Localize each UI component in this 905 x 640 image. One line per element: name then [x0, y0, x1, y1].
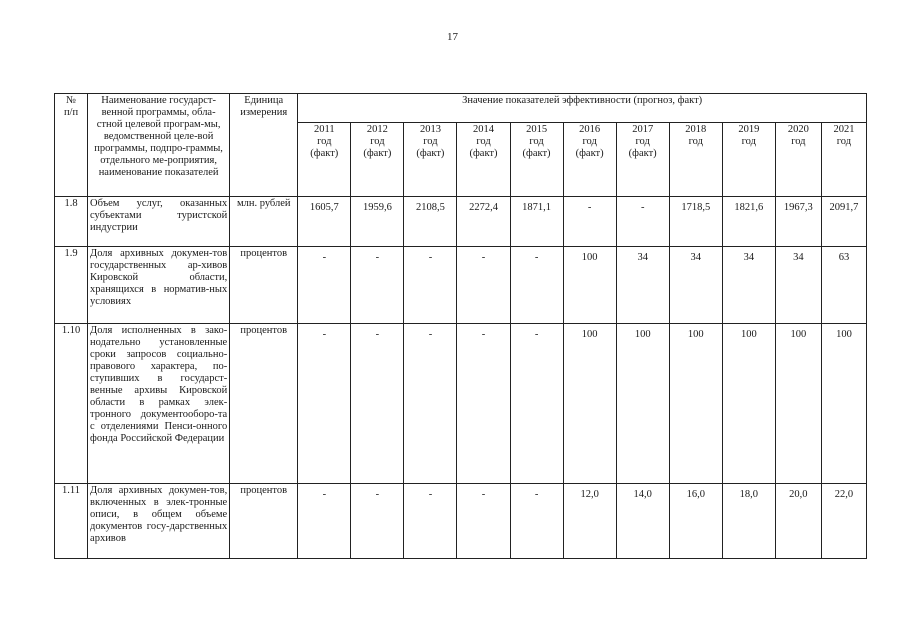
row-value: - [457, 247, 510, 324]
row-unit: млн. рублей [230, 197, 298, 247]
row-value: 18,0 [722, 484, 775, 559]
row-value: - [563, 197, 616, 247]
row-value: 2091,7 [821, 197, 866, 247]
row-value: - [404, 484, 457, 559]
row-value: 2108,5 [404, 197, 457, 247]
row-value: 14,0 [616, 484, 669, 559]
row-value: - [298, 484, 351, 559]
row-value: 1959,6 [351, 197, 404, 247]
row-value: - [616, 197, 669, 247]
row-unit: процентов [230, 247, 298, 324]
row-value: 63 [821, 247, 866, 324]
row-value: 100 [669, 324, 722, 484]
row-value: - [404, 247, 457, 324]
header-year: 2018 год [669, 122, 722, 196]
row-indicator-name: Доля архивных докумен-тов, включенных в элек-тронные описи, в общем объеме документов госу-дарственных архивов [88, 484, 230, 559]
row-value: 100 [563, 247, 616, 324]
row-value: 1871,1 [510, 197, 563, 247]
header-name: Наименование государст-венной программы, обла-стной целевой програм-мы, ведомственной целе-вой программы, подпро-граммы, отдельного ме-роприятия, наименование показателей [88, 94, 230, 197]
row-value: - [351, 324, 404, 484]
row-value: 2272,4 [457, 197, 510, 247]
row-value: - [351, 484, 404, 559]
header-year: 2019 год [722, 122, 775, 196]
row-value: 12,0 [563, 484, 616, 559]
row-value: 1718,5 [669, 197, 722, 247]
row-unit: процентов [230, 484, 298, 559]
row-unit: процентов [230, 324, 298, 484]
row-indicator-name: Доля архивных докумен-тов государственных ар-хивов Кировской области, хранящихся в норматив-ных условиях [88, 247, 230, 324]
header-unit: Единица измерения [230, 94, 298, 197]
page-number: 17 [447, 31, 458, 43]
row-value: 16,0 [669, 484, 722, 559]
header-year: 2020 год [775, 122, 821, 196]
header-year: 2015 год (факт) [510, 122, 563, 196]
row-value: 34 [616, 247, 669, 324]
row-value: - [351, 247, 404, 324]
table-row [55, 484, 867, 559]
row-value: 1821,6 [722, 197, 775, 247]
table-row [55, 197, 867, 247]
row-value: - [298, 324, 351, 484]
row-value: 100 [775, 324, 821, 484]
row-number: 1.10 [55, 324, 88, 484]
row-value: 34 [669, 247, 722, 324]
table-row [55, 324, 867, 484]
row-value: 100 [722, 324, 775, 484]
row-value: 1605,7 [298, 197, 351, 247]
row-value: - [404, 324, 457, 484]
header-row-group [55, 94, 867, 123]
row-number: 1.11 [55, 484, 88, 559]
header-year: 2016 год (факт) [563, 122, 616, 196]
header-values-group: Значение показателей эффективности (прогноз, факт) [298, 94, 867, 123]
row-number: 1.8 [55, 197, 88, 247]
row-value: 100 [616, 324, 669, 484]
row-value: - [510, 484, 563, 559]
row-value: - [510, 247, 563, 324]
row-value: 34 [722, 247, 775, 324]
row-value: 20,0 [775, 484, 821, 559]
row-value: - [457, 324, 510, 484]
row-value: - [510, 324, 563, 484]
header-year: 2014 год (факт) [457, 122, 510, 196]
row-number: 1.9 [55, 247, 88, 324]
row-indicator-name: Доля исполненных в зако-нодательно установленные сроки запросов социально-правового характера, по-ступивших в государст-венные архивы Кировской области в рамках элек-тронного документооборо-та с отделениями Пенси-онного фонда Российской Федерации [88, 324, 230, 484]
row-indicator-name: Объем услуг, оказанных субъектами туристской индустрии [88, 197, 230, 247]
header-year: 2017 год (факт) [616, 122, 669, 196]
row-value: - [298, 247, 351, 324]
table-row [55, 247, 867, 324]
row-value: 100 [821, 324, 866, 484]
row-value: - [457, 484, 510, 559]
row-value: 22,0 [821, 484, 866, 559]
row-value: 100 [563, 324, 616, 484]
indicators-table [54, 93, 867, 559]
header-year: 2021 год [821, 122, 866, 196]
header-year: 2012 год (факт) [351, 122, 404, 196]
header-year: 2011 год (факт) [298, 122, 351, 196]
header-year: 2013 год (факт) [404, 122, 457, 196]
header-num: № п/п [55, 94, 88, 197]
row-value: 1967,3 [775, 197, 821, 247]
row-value: 34 [775, 247, 821, 324]
